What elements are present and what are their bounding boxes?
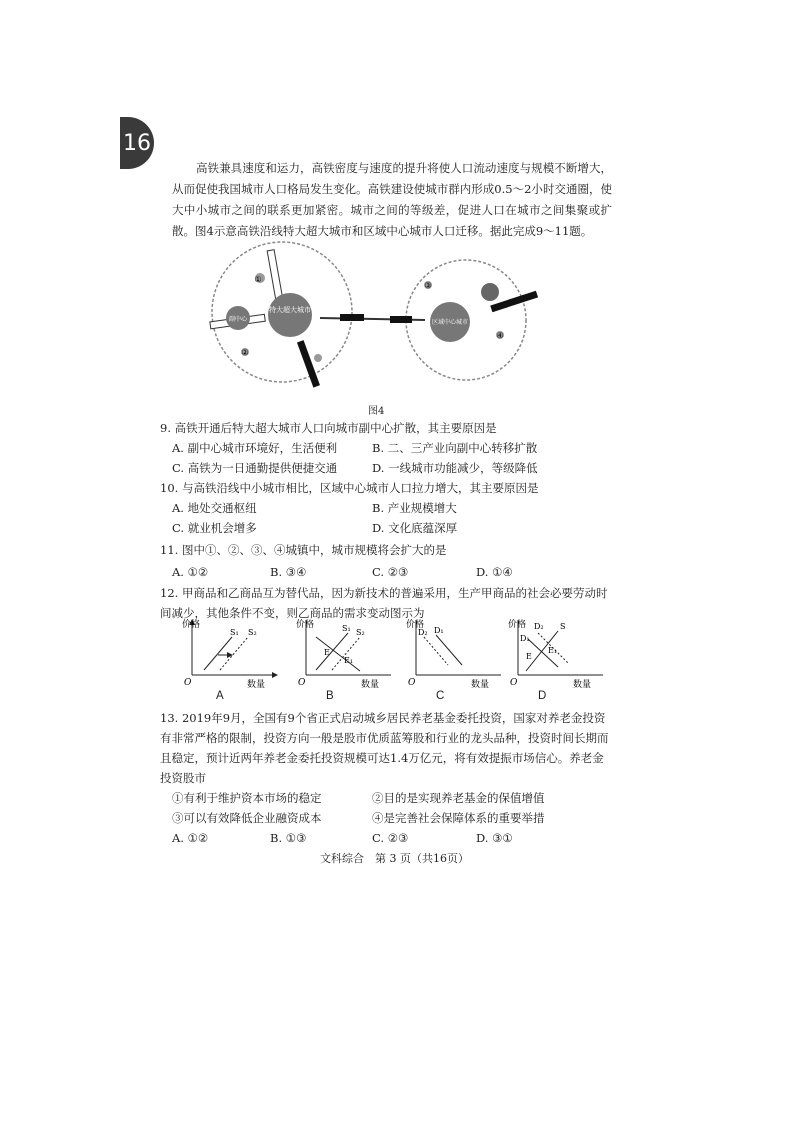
town-marker (481, 283, 499, 301)
e1-label: E₁ (548, 646, 558, 655)
q13-statement-1: ①有利于维护资本市场的稳定 (172, 791, 322, 805)
s1-label: S₁ (230, 628, 239, 637)
s2-label: S₂ (356, 628, 365, 637)
origin-label: O (408, 678, 416, 688)
q12-label-c: C (436, 690, 445, 702)
e-label: E (526, 652, 532, 661)
axis-price-label: 价格 (406, 620, 425, 630)
town-number-1: ① (254, 275, 262, 284)
demand-curve-d1 (436, 635, 462, 665)
axis-price-label: 价格 (182, 620, 201, 630)
origin-label: O (184, 678, 192, 688)
origin-label: O (298, 678, 306, 688)
axis-qty-label: 数量 (247, 680, 266, 690)
demand-curve-d2 (424, 637, 448, 665)
q11-option-b: B. ③④ (270, 565, 307, 579)
e-label: E (324, 648, 330, 657)
q10-option-a: A. 地处交通枢纽 (172, 501, 257, 515)
question-9-stem: 9. 高铁开通后特大超大城市人口向城市副中心扩散，其主要原因是 (160, 421, 497, 435)
q12-chart-c (396, 615, 506, 690)
intro-paragraph: 高铁兼具速度和运力，高铁密度与速度的提升将使人口流动速度与规模不断增大，从而促使我国城市人口格局发生变化。高铁建设使城市群内形成0.5～2小时交通圈，使大中小城市之间的联系更加紧密。城市之间的等级差，促进人口在城市之间集聚或扩散。图4示意高铁沿线特大超大城市和区域中心城市人口迁移。据此完成9～11题。 (172, 161, 612, 238)
supply-curve-s2 (220, 637, 248, 670)
q13-option-c: C. ②③ (372, 831, 409, 845)
question-11-stem: 11. 图中①、②、③、④城镇中，城市规模将会扩大的是 (160, 543, 447, 557)
axis-qty-label: 数量 (471, 680, 490, 690)
q13-statement-2: ②目的是实现养老基金的保值增值 (372, 791, 545, 805)
axis-qty-label: 数量 (573, 680, 592, 690)
q13-option-a: A. ①② (172, 831, 209, 845)
sub-center-label: 副中心 (228, 316, 248, 323)
q10-option-c: C. 就业机会增多 (172, 521, 257, 535)
q12-chart-b (286, 615, 396, 690)
town-number-3: ③ (424, 281, 432, 290)
right-center-city-label: 区域中心城市 (431, 319, 469, 326)
q12-label-d: D (538, 690, 547, 702)
q13-option-d: D. ③① (476, 831, 513, 845)
s2-label: S₂ (248, 628, 257, 637)
q11-option-c: C. ②③ (372, 565, 409, 579)
q9-option-b: B. 二、三产业向副中心转移扩散 (372, 441, 538, 455)
q12-chart-a (172, 615, 282, 690)
supply-curve-s1 (204, 637, 232, 670)
q13-statement-3: ③可以有效降低企业融资成本 (172, 811, 322, 825)
q13-statement-4: ④是完善社会保障体系的重要举措 (372, 811, 545, 825)
axis-price-label: 价格 (508, 620, 527, 630)
d1-label: D₁ (520, 634, 530, 643)
s-label: S (560, 622, 566, 631)
rail-spoke (297, 340, 320, 387)
d1-label: D₁ (434, 626, 444, 635)
town-marker (314, 354, 322, 362)
rail-segment (390, 316, 412, 323)
s1-label: S₁ (342, 624, 351, 633)
page-number-badge: 16 (120, 117, 154, 169)
supply-curve-s2 (332, 637, 360, 670)
d2-label: D₂ (534, 622, 544, 631)
axis-price-label: 价格 (296, 620, 315, 630)
demand-curve (316, 637, 360, 671)
town-number-2: ② (241, 348, 249, 357)
axis-qty-label: 数量 (361, 680, 380, 690)
e1-label: E₁ (344, 656, 354, 665)
page-footer: 文科综合 第 3 页（共16页） (320, 852, 469, 865)
left-center-city (268, 293, 312, 337)
q12-label-a: A (216, 690, 224, 702)
q10-option-b: B. 产业规模增大 (372, 501, 457, 515)
q10-option-d: D. 文化底蕴深厚 (372, 521, 458, 535)
q12-label-b: B (326, 690, 334, 702)
town-number-4: ④ (496, 331, 504, 340)
q13-option-b: B. ①③ (270, 831, 307, 845)
rail-segment (340, 314, 364, 321)
q11-option-d: D. ①④ (476, 565, 513, 579)
origin-label: O (510, 678, 518, 688)
q9-option-d: D. 一线城市功能减少，等级降低 (372, 461, 538, 475)
q9-option-a: A. 副中心城市环境好，生活便利 (172, 441, 338, 455)
figure-4-diagram (200, 240, 550, 400)
left-center-city-label: 特大超大城市 (269, 306, 311, 314)
q11-option-a: A. ①② (172, 565, 209, 579)
d2-label: D₂ (418, 628, 428, 637)
figure-4-caption: 图4 (368, 406, 385, 417)
question-12-stem: 12. 甲商品和乙商品互为替代品，因为新技术的普遍采用，生产甲商品的社会必要劳动时间减少，其他条件不变，则乙商品的需求变动图示为 (160, 586, 608, 620)
q9-option-c: C. 高铁为一日通勤提供便捷交通 (172, 461, 338, 475)
q12-chart-d (498, 615, 608, 690)
question-13-stem: 13. 2019年9月，全国有9个省正式启动城乡居民养老基金委托投资，国家对养老金投资有非常严格的限制，投资方向一般是股市优质蓝筹股和行业的龙头品种，投资时间长期而且稳定，预计近两年养老金委托投资规模可达1.4万亿元，将有效提振市场信心。养老金投资股市 (160, 711, 609, 785)
question-10-stem: 10. 与高铁沿线中小城市相比，区域中心城市人口拉力增大，其主要原因是 (160, 481, 539, 495)
